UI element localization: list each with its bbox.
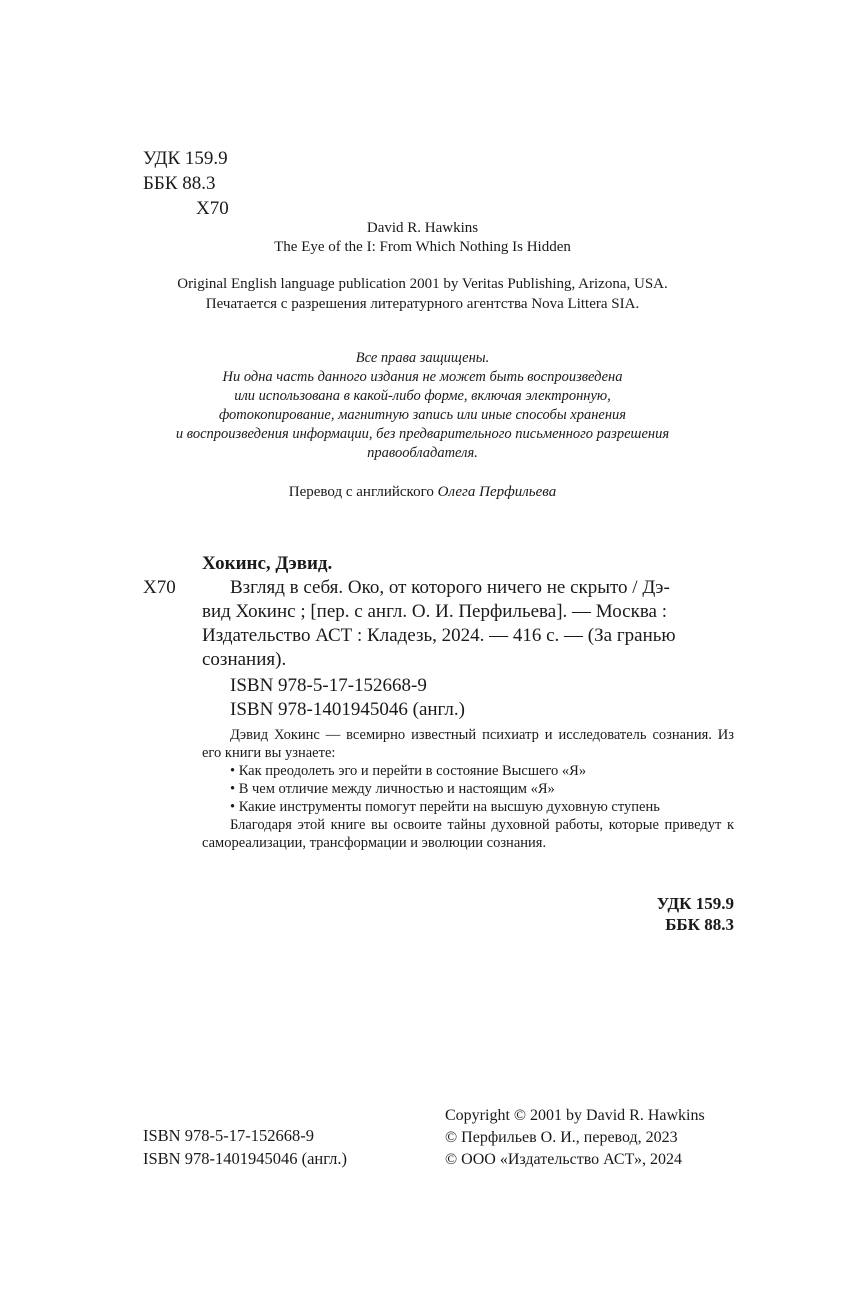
copyright-2: © Перфильев О. И., перевод, 2023	[445, 1129, 678, 1146]
annotation-bullet-2: • В чем отличие между личностью и настоящим «Я»	[230, 781, 555, 797]
rights-line-5: и воспроизведения информации, без предварительного письменного разрешения	[175, 426, 670, 442]
bottom-isbn-1: ISBN 978-5-17-152668-9	[143, 1126, 314, 1145]
rights-line-2: Ни одна часть данного издания не может быть воспроизведена	[222, 369, 623, 385]
biblio-desc-line-4: сознания).	[202, 649, 287, 670]
rights-line-6: правообладателя.	[367, 445, 478, 461]
annotation-closing: Благодаря этой книге вы освоите тайны духовной работы, которые приведут к самореализации, трансформации и эволюции сознания.	[202, 817, 734, 851]
udk-code: УДК 159.9	[143, 148, 228, 169]
rights-line-4: фотокопирование, магнитную запись или иные способы хранения	[218, 407, 627, 423]
biblio-desc-line-3: Издательство АСТ : Кладезь, 2024. — 416 с. — (За гранью	[202, 625, 676, 646]
annotation-bullet-3: • Какие инструменты помогут перейти на высшую духовную ступень	[230, 799, 660, 815]
footer-bbk: ББК 88.3	[665, 915, 734, 934]
original-publication: Original English language publication 2001 by Veritas Publishing, Arizona, USA.	[177, 276, 668, 292]
biblio-isbn-2: ISBN 978-1401945046 (англ.)	[230, 699, 465, 720]
biblio-desc-line-1: Взгляд в себя. Око, от которого ничего не скрыто / Дэ-	[230, 577, 670, 598]
annotation-bullet-1: • Как преодолеть эго и перейти в состояние Высшего «Я»	[230, 763, 587, 779]
bbk-code: ББК 88.3	[143, 173, 216, 194]
biblio-heading: Хокинс, Дэвид.	[202, 553, 333, 574]
original-title: The Eye of the I: From Which Nothing Is Hidden	[274, 239, 571, 255]
original-author: David R. Hawkins	[366, 220, 479, 236]
author-mark: Х70	[196, 198, 229, 219]
annotation-intro: Дэвид Хокинс — всемирно известный психиатр и исследователь сознания. Из его книги вы узнаете:	[202, 727, 734, 761]
rights-line-1: Все права защищены.	[355, 350, 490, 366]
bottom-isbn-2: ISBN 978-1401945046 (англ.)	[143, 1149, 348, 1168]
copyright-3: © ООО «Издательство АСТ», 2024	[445, 1151, 682, 1168]
biblio-isbn-1: ISBN 978-5-17-152668-9	[230, 675, 427, 696]
biblio-mark: Х70	[143, 577, 176, 598]
annotation	[202, 726, 734, 852]
translation-prefix: Перевод с английского	[288, 484, 438, 500]
copyright-1: Copyright © 2001 by David R. Hawkins	[445, 1107, 705, 1124]
footer-udk: УДК 159.9	[656, 894, 734, 913]
biblio-description	[202, 576, 734, 672]
translator-name: Олега Перфильева	[437, 484, 557, 500]
biblio-desc-line-2: вид Хокинс ; [пер. с англ. О. И. Перфильева]. — Москва :	[202, 601, 668, 622]
rights-line-3: или использована в какой-либо форме, включая электронную,	[234, 388, 611, 404]
permission-note: Печатается с разрешения литературного агентства Nova Littera SIA.	[205, 296, 640, 312]
translation-credit	[100, 482, 745, 502]
